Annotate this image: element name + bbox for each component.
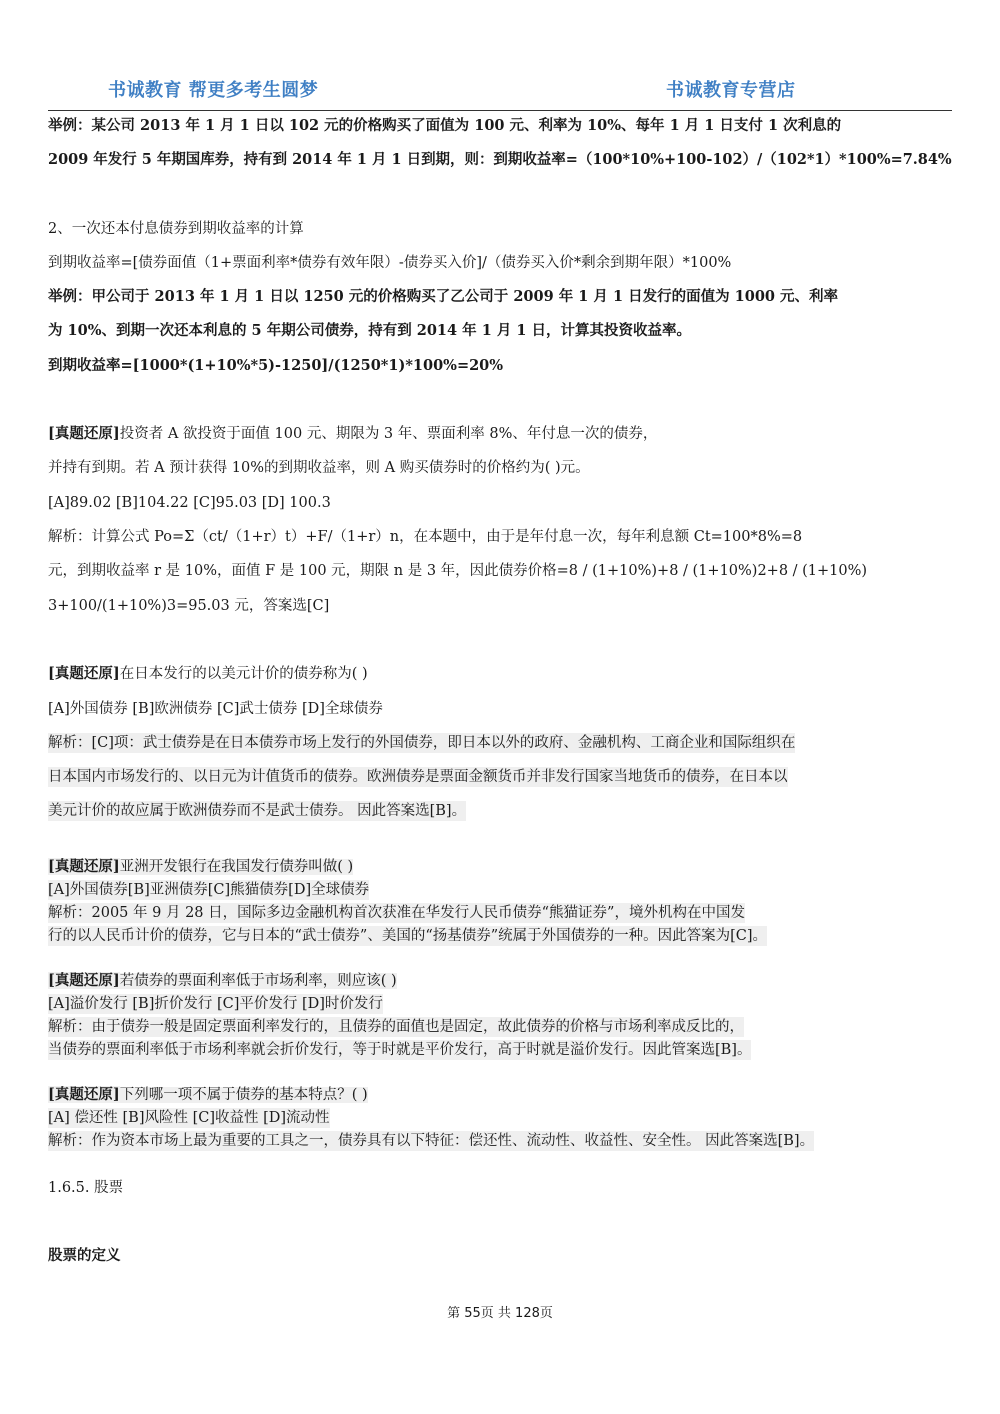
q3-question-line1 — [48, 857, 353, 877]
q3-options: [A]外国债券[B]亚洲债券[C]熊猫债券[D]全球债券 — [48, 882, 370, 898]
q3-answer-line1: 解析：2005 年 9 月 28 日，国际多边金融机构首次获准在华发行人民币债券“熊猫证券”，境外机构在中国发 — [48, 905, 745, 921]
q5-answer-line1: 解析：作为资本市场上最为重要的工具之一，债券具有以下特征：偿还性、流动性、收益性、安全性。 因此答案选[B]。 — [48, 1133, 815, 1149]
section2-example-line1: 举例：甲公司于 2013 年 1 月 1 日以 1250 元的价格购买了乙公司于 2009 年 1 月 1 日发行的面值为 1000 元、利率 — [48, 288, 839, 305]
q1-tag: [真题还原] — [48, 425, 120, 442]
q3-question-text: 亚洲开发银行在我国发行债券叫做( ) — [119, 859, 354, 875]
q2-answer-line1: 解析：[C]项：武士债券是在日本债券市场上发行的外国债券，即日本以外的政府、金融机构、工商企业和国际组织在 — [48, 735, 796, 751]
section2-example-line3: 到期收益率=[1000*(1+10%*5)-1250]/(1250*1)*100%=20% — [48, 357, 504, 374]
section2-example-line2: 为 10%、到期一次还本利息的 5 年期公司债券，持有到 2014 年 1 月 1 日，计算其投资收益率。 — [48, 322, 692, 339]
q1-answer-line2: 元，到期收益率 r 是 10%，面值 F 是 100 元，期限 n 是 3 年，因此债券价格=8 / (1+10%)+8 / (1+10%)2+8 / (1+10%) — [48, 563, 868, 579]
q5-options: [A] 偿还性 [B]风险性 [C]收益性 [D]流动性 — [48, 1110, 330, 1126]
q4-tag: [真题还原] — [48, 972, 120, 989]
q5-question-text: 下列哪一项不属于债券的基本特点？( ) — [119, 1087, 368, 1103]
example1-line1: 举例：某公司 2013 年 1 月 1 日以 102 元的价格购买了面值为 100 元、利率为 10%、每年 1 月 1 日支付 1 次利息的 — [48, 117, 842, 134]
page-footer: 第 55页 共 128页 — [447, 1306, 553, 1321]
q1-answer-line1: 解析：计算公式 Po=Σ（ct/（1+r）t）+F/（1+r）n，在本题中，由于是年付息一次，每年利息额 Ct=100*8%=8 — [48, 529, 803, 545]
q2-question-text: 在日本发行的以美元计价的债券称为( ) — [119, 666, 368, 682]
q2-question-line1 — [48, 664, 368, 684]
section2-formula: 到期收益率=[债券面值（1+票面利率*债券有效年限）-债券买入价]/（债券买入价*剩余到期年限）*100% — [48, 255, 732, 271]
header-right-title: 书诚教育专营店 — [666, 80, 796, 101]
q2-answer-line2: 日本国内市场发行的、以日元为计值货币的债券。欧洲债券是票面金额货币并非发行国家当地货币的债券，在日本以 — [48, 769, 788, 785]
q1-question-text: 投资者 A 欲投资于面值 100 元、期限为 3 年、票面利率 8%、年付息一次的债券， — [119, 426, 658, 442]
section2-title: 2、一次还本付息债券到期收益率的计算 — [48, 221, 304, 237]
q5-question-line1 — [48, 1085, 368, 1105]
q2-tag: [真题还原] — [48, 665, 120, 682]
page-header — [48, 70, 952, 111]
q1-question-line2: 并持有到期。若 A 预计获得 10%的到期收益率，则 A 购买债券时的价格约为( )元。 — [48, 460, 590, 476]
q3-answer-line2: 行的以人民币计价的债券，它与日本的“武士债券”、美国的“扬基债券”统属于外国债券的一种。因此答案为[C]。 — [48, 928, 768, 944]
example1-line2: 2009 年发行 5 年期国库券，持有到 2014 年 1 月 1 日到期，则：到期收益率=（100*10%+100-102）/（102*1）*100%=7.84% — [48, 151, 952, 168]
q4-options: [A]溢价发行 [B]折价发行 [C]平价发行 [D]时价发行 — [48, 996, 383, 1012]
q2-answer-line3: 美元计价的故应属于欧洲债券而不是武士债券。 因此答案选[B]。 — [48, 803, 467, 819]
section-heading: 股票的定义 — [48, 1247, 121, 1264]
q2-options: [A]外国债券 [B]欧洲债券 [C]武士债券 [D]全球债券 — [48, 701, 383, 717]
q4-answer-line1: 解析：由于债券一般是固定票面利率发行的，且债券的面值也是固定，故此债券的价格与市场利率成反比的， — [48, 1019, 744, 1035]
q1-answer-line3: 3+100/(1+10%)3=95.03 元，答案选[C] — [48, 598, 330, 614]
q3-tag: [真题还原] — [48, 858, 120, 875]
q4-question-text: 若债券的票面利率低于市场利率，则应该( ) — [119, 973, 397, 989]
header-left-title: 书诚教育 帮更多考生圆梦 — [108, 80, 319, 101]
q4-answer-line2: 当债券的票面利率低于市场利率就会折价发行，等于时就是平价发行，高于时就是溢价发行。因此管案选[B]。 — [48, 1042, 752, 1058]
q1-options: [A]89.02 [B]104.22 [C]95.03 [D] 100.3 — [48, 495, 331, 511]
q1-question-line1 — [48, 424, 657, 444]
q4-question-line1 — [48, 971, 397, 991]
q5-tag: [真题还原] — [48, 1086, 120, 1103]
section-number: 1.6.5. 股票 — [48, 1180, 124, 1196]
